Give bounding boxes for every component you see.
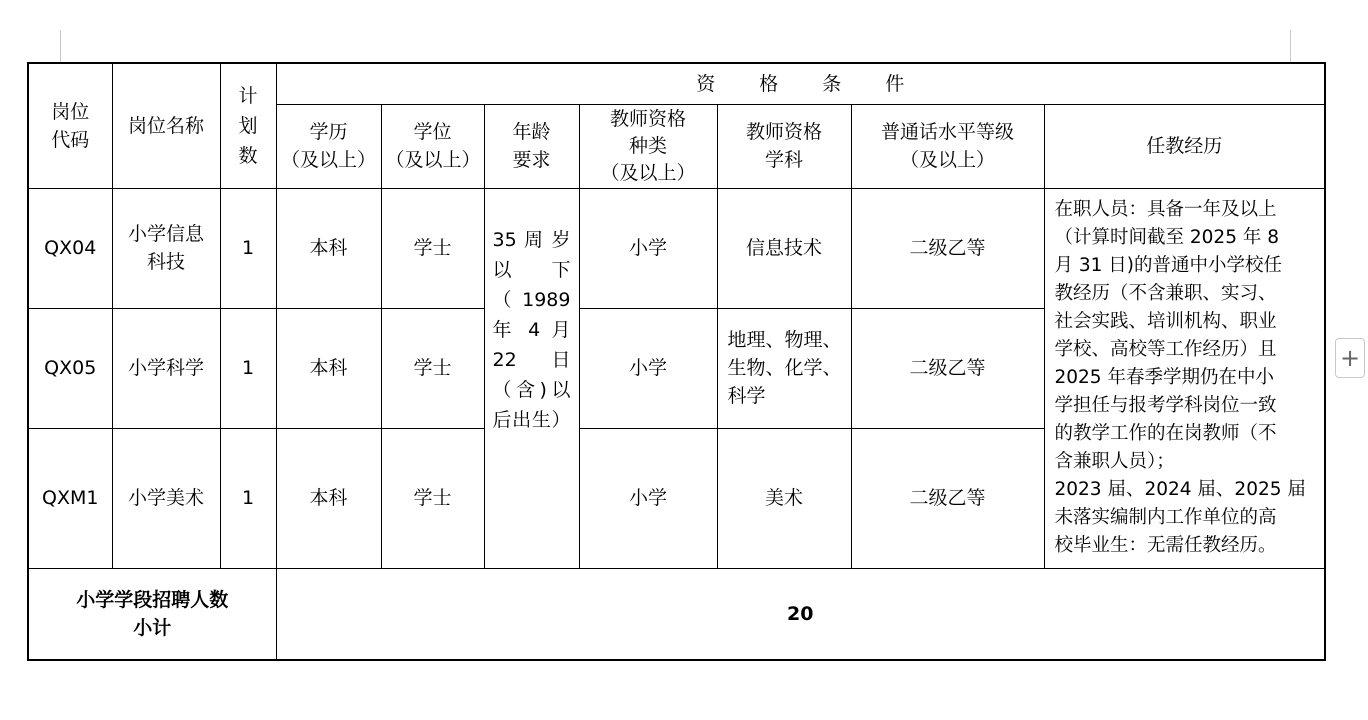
age-line: 22 日	[492, 349, 571, 371]
experience-line: 学担任与报考学科岗位一致	[1054, 395, 1277, 416]
experience-line: 在职人员：具备一年及以上	[1054, 199, 1277, 220]
experience-line: 含兼职人员）；	[1054, 451, 1175, 472]
row-education: 本科	[276, 428, 381, 568]
header-qualifications: 资格条件	[276, 63, 1325, 104]
experience-line: 的教学工作的在岗教师（不	[1054, 423, 1277, 444]
job-table	[27, 62, 1326, 661]
row-plan: 1	[220, 188, 276, 308]
row-cert-subject: 地理、物理、 生物、化学、 科学	[717, 308, 851, 428]
row-name: 小学美术	[112, 428, 220, 568]
header-cert-subject: 教师资格 学科	[717, 104, 851, 188]
header-experience: 任教经历	[1044, 104, 1325, 188]
age-line: （ 1989	[492, 289, 571, 311]
row-code: QX05	[28, 308, 112, 428]
header-education: 学历 （及以上）	[276, 104, 381, 188]
experience-line: （计算时间截至 2025 年 8	[1054, 227, 1279, 248]
experience-requirement	[1044, 188, 1325, 568]
row-code: QX04	[28, 188, 112, 308]
experience-line: 未落实编制内工作单位的高	[1054, 507, 1277, 528]
row-degree: 学士	[381, 428, 484, 568]
experience-line: 社会实践、培训机构、职业	[1054, 311, 1277, 332]
page-corner-mark-right	[1290, 30, 1291, 62]
age-line: （含)以	[492, 379, 571, 401]
header-name: 岗位名称	[112, 63, 220, 188]
row-cert-subject: 信息技术	[717, 188, 851, 308]
experience-line: 学校、高校等工作经历）且	[1054, 339, 1277, 360]
age-line: 以 下	[492, 259, 571, 281]
age-line: 年 4 月	[492, 319, 571, 341]
row-cert-type: 小学	[579, 428, 717, 568]
row-cert-subject: 美术	[717, 428, 851, 568]
row-education: 本科	[276, 188, 381, 308]
experience-line: 2025 年春季学期仍在中小	[1054, 367, 1274, 388]
row-education: 本科	[276, 308, 381, 428]
experience-line: 教经历（不含兼职、实习、	[1054, 283, 1277, 304]
row-mandarin: 二级乙等	[851, 188, 1044, 308]
add-row-button[interactable]: +	[1335, 338, 1365, 378]
experience-line: 2023 届、2024 届、2025 届	[1054, 479, 1306, 500]
age-requirement	[484, 188, 579, 568]
subtotal-value: 20	[276, 568, 1325, 660]
header-degree: 学位 （及以上）	[381, 104, 484, 188]
row-code: QXM1	[28, 428, 112, 568]
header-age: 年龄 要求	[484, 104, 579, 188]
age-line: 35 周 岁	[492, 229, 571, 251]
row-cert-type: 小学	[579, 308, 717, 428]
header-code: 岗位 代码	[28, 63, 112, 188]
header-plan: 计 划 数	[220, 63, 276, 188]
header-mandarin: 普通话水平等级 （及以上）	[851, 104, 1044, 188]
row-name: 小学科学	[112, 308, 220, 428]
experience-line: 校毕业生：无需任教经历。	[1054, 535, 1277, 556]
experience-line: 月 31 日)的普通中小学校任	[1054, 255, 1283, 276]
row-mandarin: 二级乙等	[851, 428, 1044, 568]
table-row	[28, 188, 1325, 308]
page-corner-mark-left	[60, 30, 61, 62]
age-line: 后出生）	[492, 409, 571, 431]
row-degree: 学士	[381, 188, 484, 308]
row-plan: 1	[220, 308, 276, 428]
header-cert-type: 教师资格 种类 （及以上）	[579, 104, 717, 188]
row-mandarin: 二级乙等	[851, 308, 1044, 428]
row-plan: 1	[220, 428, 276, 568]
row-degree: 学士	[381, 308, 484, 428]
subtotal-row	[28, 568, 1325, 660]
row-cert-type: 小学	[579, 188, 717, 308]
row-name: 小学信息 科技	[112, 188, 220, 308]
subtotal-label: 小学学段招聘人数 小计	[28, 568, 276, 660]
